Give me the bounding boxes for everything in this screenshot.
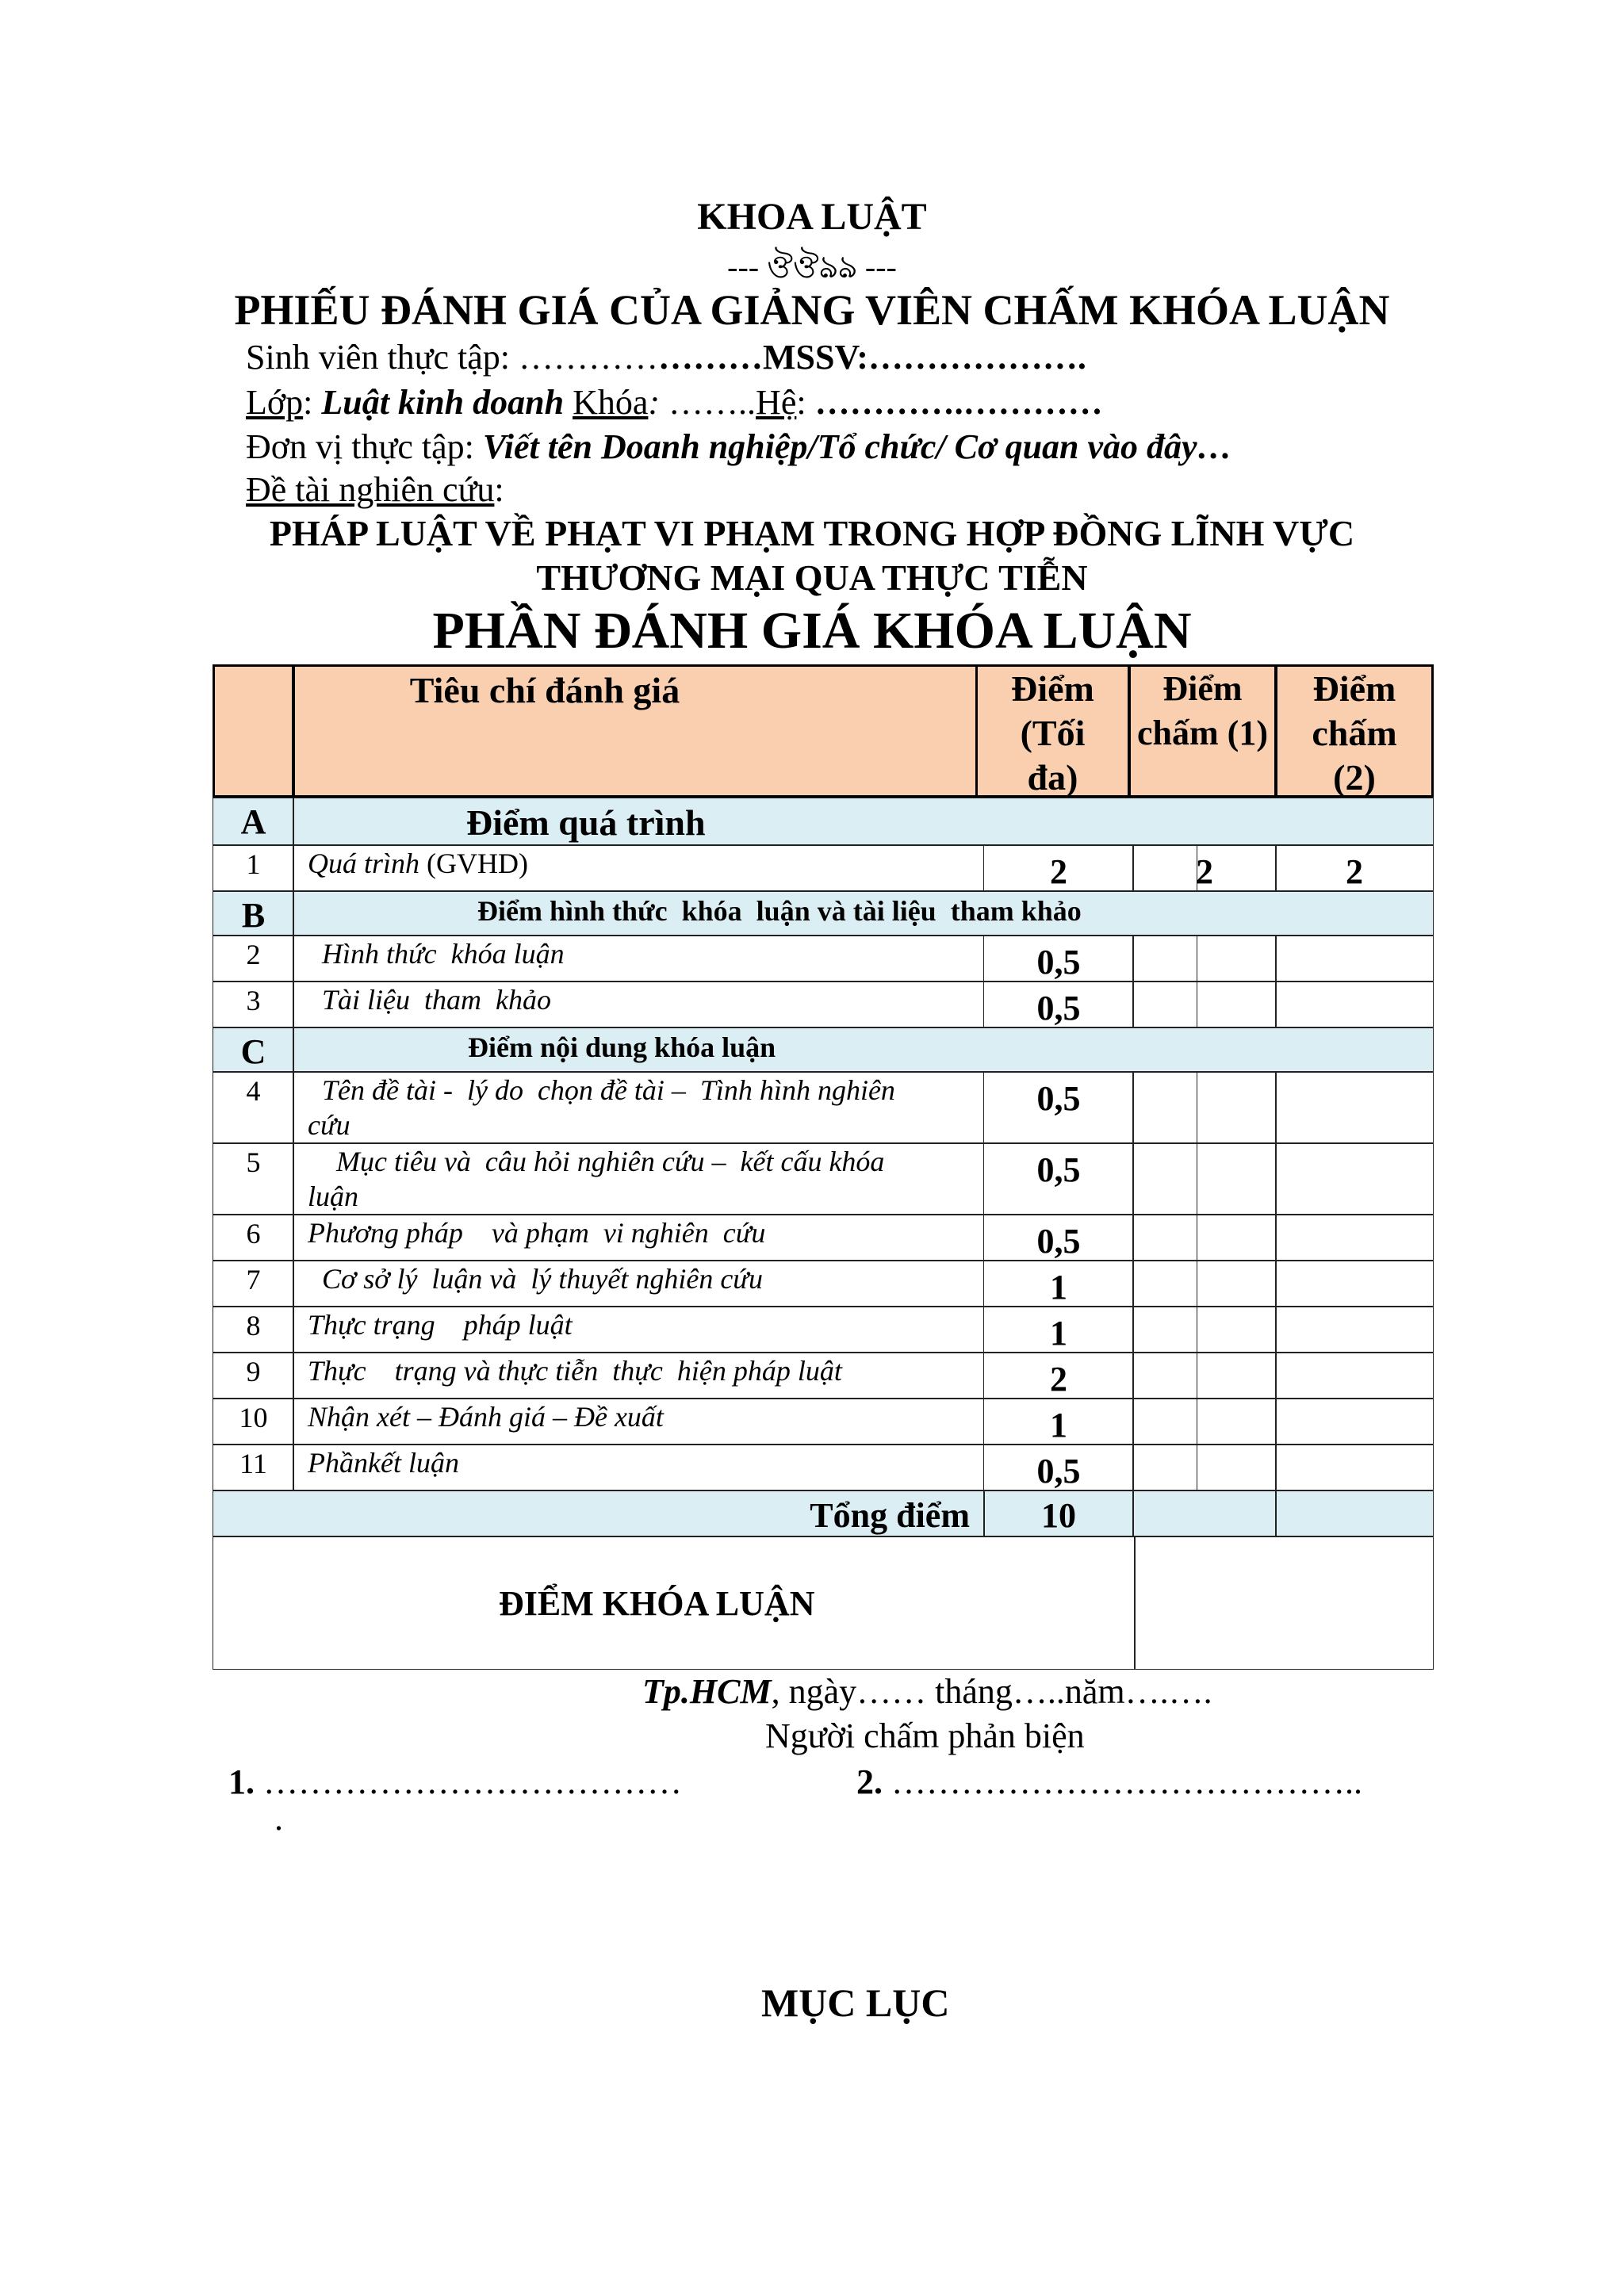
header-grader1-2: chấm (1) [1137,714,1268,752]
grader2-score [1275,936,1434,982]
max-score: 2 [983,845,1134,891]
signer-2 [856,1762,1362,1802]
total-grader1 [1132,1490,1277,1536]
table-row [213,1143,1434,1215]
max-score: 0,5 [983,1215,1134,1261]
grader2-score [1275,1307,1434,1353]
max-score: 0,5 [983,1445,1134,1490]
table-row [213,936,1434,982]
topic-label: Đề tài nghiên cứu [246,470,495,509]
unit-value: Viết tên Doanh nghiệp/Tổ chức/ Cơ quan vào đây… [482,427,1232,466]
grader2-score [1275,982,1434,1027]
section-c-row [213,1027,1434,1072]
grader2-score [1275,1399,1434,1445]
grader2-score [1275,1261,1434,1307]
course-label: Khóa [573,383,649,422]
grader1-score [1132,1307,1277,1353]
row-number: 6 [213,1215,294,1261]
row-number: 10 [213,1399,294,1445]
unit-label: Đơn vị thực tập: [246,427,483,466]
grader1-score [1132,1353,1277,1399]
grader1-score [1132,1072,1277,1143]
table-row [213,1261,1434,1307]
section-b-title: Điểm hình thức khóa luận và tài liệu tham khảo [293,891,1434,936]
topic-line [246,469,504,510]
system-dots: ………….………… [814,383,1103,422]
criteria-label: Tài liệu tham khảo [293,982,1197,1027]
final-score-row [213,1536,1434,1670]
criteria-label: Thực trạng và thực tiễn thực hiện pháp luật [293,1353,1197,1399]
table-row [213,1215,1434,1261]
header-grader1-cell [1128,664,1277,798]
total-label: Tổng điểm [213,1490,985,1536]
signer-1 [228,1762,682,1802]
criteria-label-line1: Mục tiêu và câu hỏi nghiên cứu – kết cấu khóa [336,1146,885,1177]
header-max-1: Điểm [1011,668,1094,709]
max-score: 1 [983,1399,1134,1445]
table-row [213,1353,1434,1399]
grader1-score [1132,1445,1277,1490]
grader2-score [1275,1215,1434,1261]
max-score: 1 [983,1261,1134,1307]
table-of-contents-heading: MỤC LỤC [761,1980,950,2025]
final-score-label: ĐIỂM KHÓA LUẬN [213,1536,1136,1670]
total-grader2 [1275,1490,1434,1536]
sign-city: Tp.HCM [642,1672,772,1711]
criteria-label-italic: Quá trình [308,848,420,879]
header-max-3: đa) [1027,757,1078,798]
grader1-score [1132,1143,1277,1215]
grader2-score [1275,1072,1434,1143]
class-colon: : [303,383,322,422]
class-label: Lớp [246,383,304,422]
system-label: Hệ [756,383,797,422]
grader2-score: 2 [1275,845,1434,891]
row-number: 11 [213,1445,294,1490]
row-number: 8 [213,1307,294,1353]
criteria-label: Nhận xét – Đánh giá – Đề xuất [293,1399,1197,1445]
row-number: 1 [213,845,294,891]
row-number: 2 [213,936,294,982]
section-letter: C [213,1027,294,1072]
header-max-cell [975,664,1130,798]
criteria-label-line2: cứu [308,1109,350,1141]
section-a-row [213,798,1434,845]
form-title: PHIẾU ĐÁNH GIÁ CỦA GIẢNG VIÊN CHẤM KHÓA LUẬN [234,286,1390,334]
criteria-label-line1: Tên đề tài - lý do chọn đề tài – Tình hình nghiên [322,1074,895,1106]
topic-title-line1: PHÁP LUẬT VỀ PHẠT VI PHẠM TRONG HỢP ĐỒNG LĨNH VỰC [269,513,1355,553]
max-score: 1 [983,1307,1134,1353]
criteria-label: Phầnkết luận [293,1445,1197,1490]
row-number: 3 [213,982,294,1027]
row-number: 4 [213,1072,294,1143]
section-c-title: Điểm nội dung khóa luận [293,1027,1434,1072]
course-dots: …….. [668,383,756,422]
sign-date-line [642,1671,1212,1712]
grader1-score: 2 [1132,845,1277,891]
grader1-score [1132,1399,1277,1445]
section-title: PHẦN ĐÁNH GIÁ KHÓA LUẬN [432,602,1192,660]
row-number: 9 [213,1353,294,1399]
signer-2-dots: ………………………………….. [891,1762,1362,1801]
sign-date: , ngày…… tháng…..năm….…. [771,1672,1212,1711]
section-b-row [213,891,1434,936]
header-grader2-cell [1275,664,1434,798]
criteria-label: Cơ sở lý luận và lý thuyết nghiên cứu [293,1261,1197,1307]
max-score: 0,5 [983,1143,1134,1215]
criteria-label: Thực trạng pháp luật [293,1307,1197,1353]
final-score-value [1134,1536,1434,1670]
table-row [213,1072,1434,1143]
grader1-score [1132,982,1277,1027]
table-row [213,1445,1434,1490]
table-row [213,1399,1434,1445]
grader1-score [1132,936,1277,982]
system-colon: : [796,383,815,422]
header-grader2-3: (2) [1333,757,1376,798]
section-letter: A [213,798,294,845]
grader1-score [1132,1215,1277,1261]
class-value: Luật kinh doanh [321,383,565,422]
table-row [213,845,1434,891]
signer-1-dots: ……………………………… [263,1762,682,1801]
course-colon: : [648,383,669,422]
grader2-score [1275,1143,1434,1215]
criteria-label: Hình thức khóa luận [293,936,1197,982]
grader2-score [1275,1353,1434,1399]
criteria-label-rest: (GVHD) [419,848,528,879]
max-score: 2 [983,1353,1134,1399]
student-mssv: ………MSSV:………………. [658,338,1086,377]
criteria-label-line2: luận [308,1181,359,1212]
student-line [246,337,1086,377]
max-score: 0,5 [983,936,1134,982]
unit-line [246,427,1232,467]
grader1-score [1132,1261,1277,1307]
section-a-title: Điểm quá trình [293,798,1434,845]
header-max-2: (Tối [1020,713,1086,753]
table-row [213,982,1434,1027]
sign-role: Người chấm phản biện [765,1716,1085,1755]
row-number: 5 [213,1143,294,1215]
header-criteria: Tiêu chí đánh giá [409,670,680,710]
signer-2-number: 2. [856,1762,883,1801]
signer-1-dots-tail: . [274,1799,283,1838]
row-number: 7 [213,1261,294,1307]
total-row [213,1490,1434,1536]
header-no-cell [213,664,294,798]
faculty-name: KHOA LUẬT [697,196,927,238]
total-max-score: 10 [983,1490,1134,1536]
topic-title-line2: THƯƠNG MẠI QUA THỰC TIỄN [536,557,1088,598]
grader2-score [1275,1445,1434,1490]
header-grader2-1: Điểm [1312,668,1396,709]
section-letter: B [213,891,294,936]
max-score: 0,5 [983,1072,1134,1143]
signer-1-number: 1. [228,1762,255,1801]
criteria-label: Phương pháp và phạm vi nghiên cứu [293,1215,1197,1261]
ornament-divider: --- ঔঔঌঌ --- [727,249,897,285]
header-grader2-2: chấm [1312,713,1397,753]
header-grader1-1: Điểm [1162,669,1243,708]
topic-colon: : [494,470,504,509]
table-row [213,1307,1434,1353]
class-line [246,382,1103,423]
max-score: 0,5 [983,982,1134,1027]
student-label: Sinh viên thực tập: ………… [246,338,659,377]
